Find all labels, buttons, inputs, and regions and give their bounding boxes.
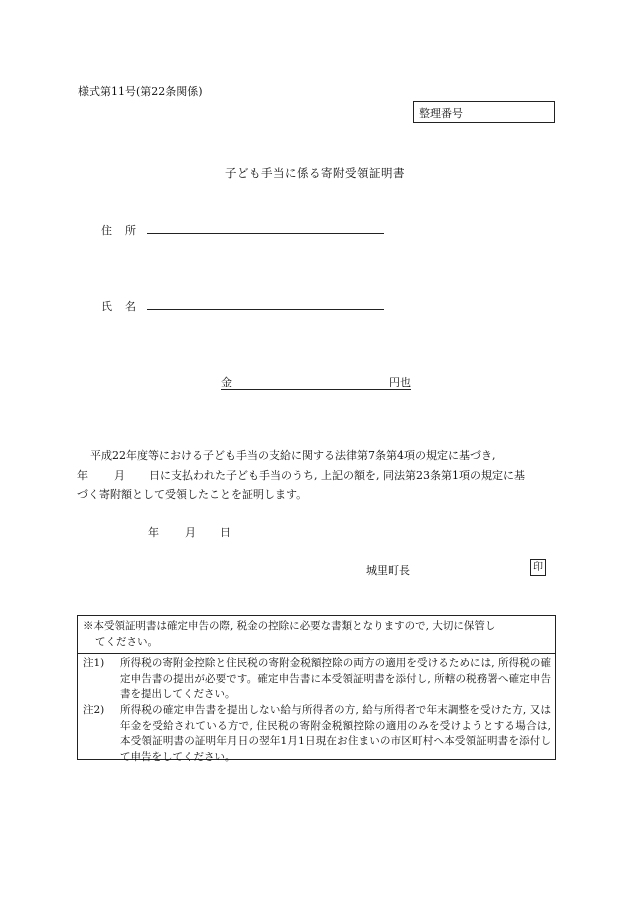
note-1-label: 注1) (83, 657, 105, 669)
notes-divider (78, 653, 555, 654)
certification-date[interactable] (148, 524, 248, 540)
body-rest: 日に支払われた子ども手当のうち, 上記の額を, 同法第23条第1項の規定に基 (149, 468, 525, 482)
note-2 (83, 703, 551, 765)
address-field[interactable] (147, 233, 384, 234)
issuer-name: 城里町長 (366, 564, 410, 577)
warning-line-1: ※本受領証明書は確定申告の際, 税金の控除に必要な書類となりますので, 大切に保管し (83, 620, 496, 632)
name-field[interactable] (147, 309, 384, 310)
body-line-2 (77, 466, 557, 486)
name-label-char2: 名 (125, 300, 136, 313)
document-title: 子ども手当に係る寄附受領証明書 (225, 166, 405, 180)
body-year: 年 (77, 468, 88, 482)
name-label-char1: 氏 (101, 300, 112, 313)
date-month: 月 (185, 526, 196, 539)
date-day: 日 (220, 526, 231, 539)
notes-warning (83, 619, 551, 650)
amount-prefix: 金 (221, 376, 232, 389)
seal-mark: 印 (530, 559, 546, 576)
reference-number-box[interactable] (413, 101, 555, 123)
address-label-char2: 所 (125, 224, 136, 237)
address-label-char1: 住 (101, 224, 112, 237)
warning-line-2: てください。 (95, 635, 158, 648)
notes-box (77, 615, 556, 763)
body-line-1: 平成22年度等における子ども手当の支給に関する法律第7条第4項の規定に基づき, (90, 449, 496, 462)
body-line-3: づく寄附額として受領したことを証明します。 (77, 488, 308, 501)
date-year: 年 (148, 526, 159, 539)
note-2-label: 注2) (83, 704, 105, 716)
reference-number-label: 整理番号 (419, 107, 463, 120)
body-month: 月 (114, 468, 125, 482)
certification-text (77, 446, 557, 505)
amount-underline (221, 389, 411, 390)
form-number: 様式第11号(第22条関係) (78, 85, 203, 98)
note-1-text: 所得税の寄附金控除と住民税の寄附金税額控除の両方の適用を受けるためには, 所得税の確定申告書の提出が必要です。確定申告書に本受領証明書を添付し, 所轄の税務署へ確定申告書を提出してください。 (120, 657, 551, 700)
name-label (101, 298, 136, 314)
amount-suffix: 円也 (389, 376, 411, 389)
note-1 (83, 656, 551, 703)
address-label (101, 222, 136, 238)
note-2-text: 所得税の確定申告書を提出しない給与所得者の方, 給与所得者で年末調整を受けた方, 又は年金を受給されている方で, 住民税の寄附金税額控除の適用のみを受けようとする場合は, 本受領証明書の証明年月日の翌年1月1日現在お住まいの市区町村へ本受領証明書を添付して申告をしてください。 (120, 704, 551, 763)
